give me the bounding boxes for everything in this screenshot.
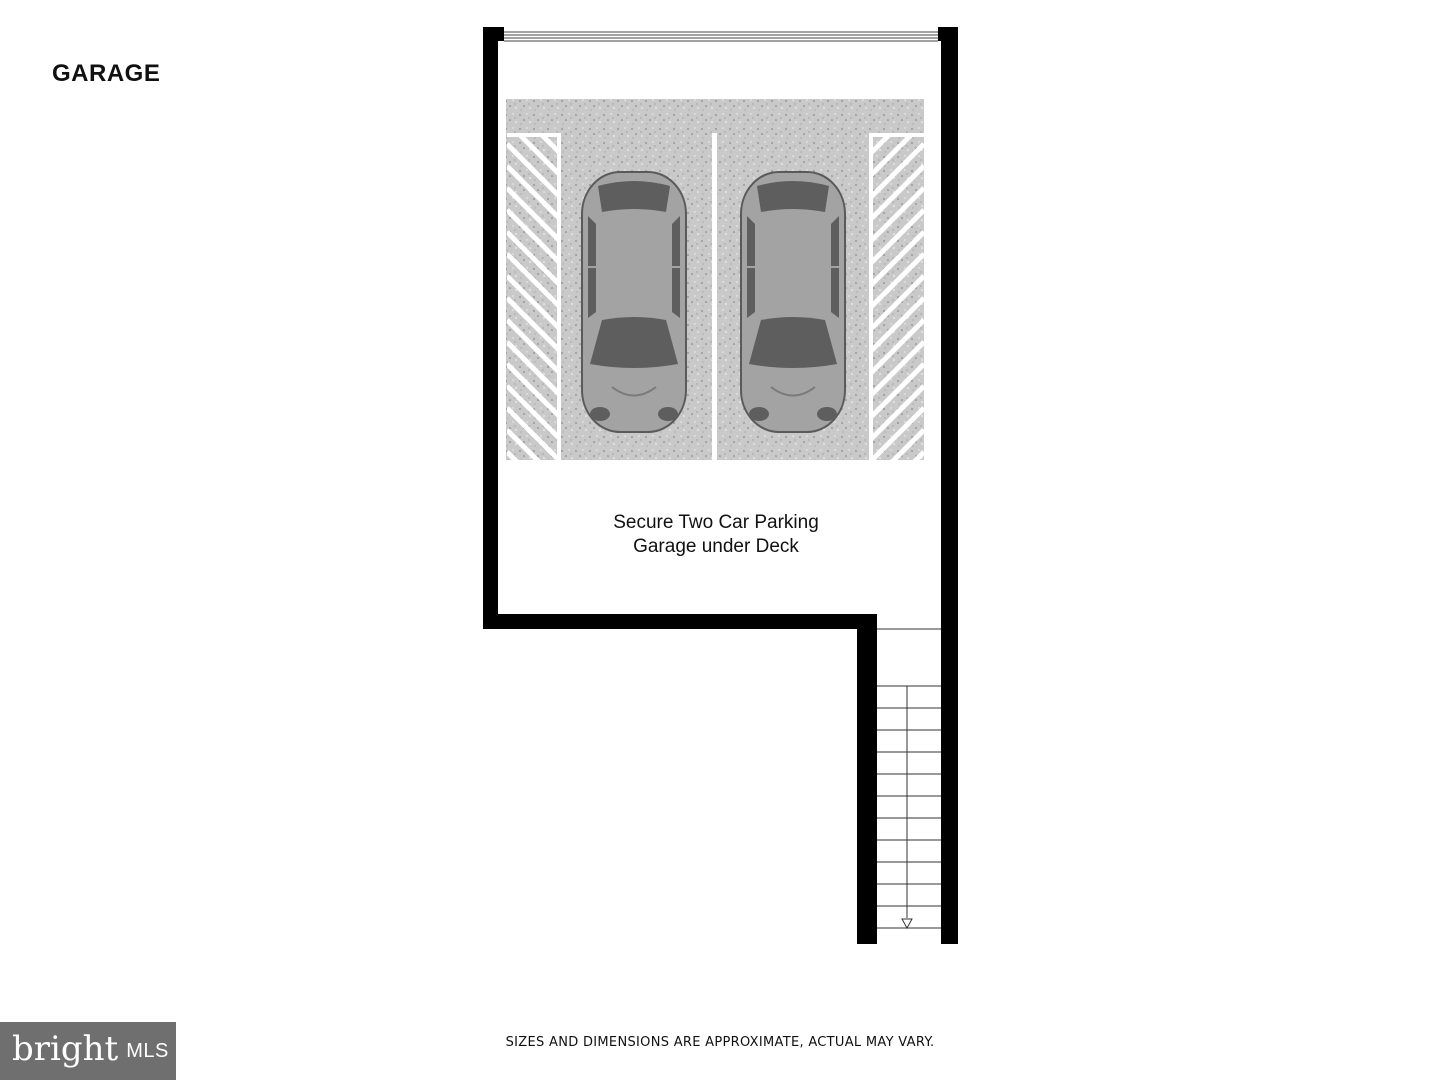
watermark-suffix: MLS: [126, 1039, 169, 1062]
car-icon: [741, 172, 845, 432]
room-label-line-2: Garage under Deck: [633, 536, 799, 557]
hatch-line: [507, 474, 559, 526]
hatch-line: [871, 496, 924, 549]
garage-door: [504, 32, 938, 41]
staircase: [877, 629, 941, 928]
watermark-brand: bright: [12, 1029, 119, 1069]
parking-divider: [712, 133, 717, 461]
disclaimer-text: SIZES AND DIMENSIONS ARE APPROXIMATE, ACTUAL MAY VARY.: [505, 1035, 935, 1050]
stair-arrow-icon: [902, 919, 912, 928]
mls-watermark: [0, 1022, 176, 1080]
hatch-line: [507, 496, 559, 548]
plan-title: GARAGE: [52, 60, 161, 87]
car-icon: [582, 172, 686, 432]
room-label-line-1: Secure Two Car Parking: [613, 512, 819, 533]
hatch-line: [871, 474, 924, 527]
